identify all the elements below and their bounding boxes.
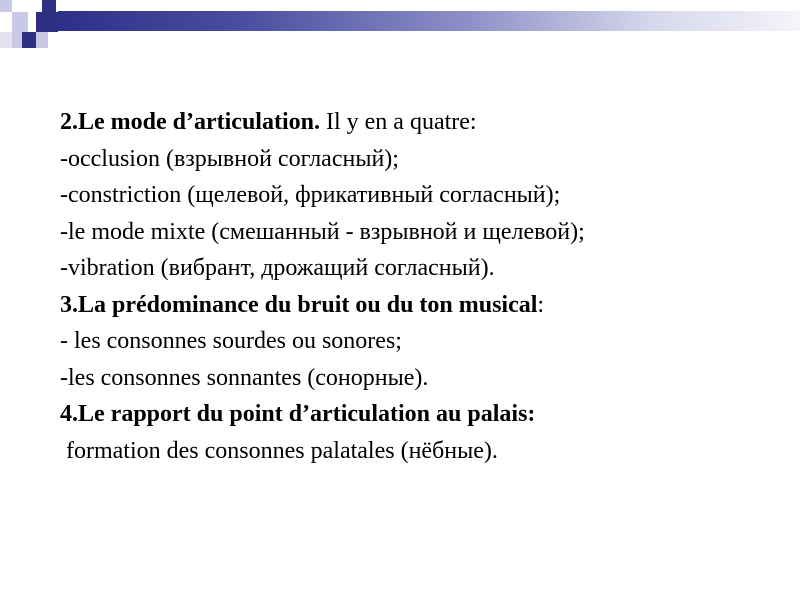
heading-predominance: [60, 287, 780, 324]
item-number: 2.: [60, 109, 78, 135]
decor-square: [0, 0, 12, 12]
decor-square: [36, 12, 58, 32]
heading-rest: :: [537, 291, 545, 318]
item-number: 4.: [60, 401, 78, 427]
item-number: 3.: [60, 291, 78, 318]
list-item: - les consonnes sourdes ou sonores;: [60, 328, 402, 354]
decor-square: [22, 32, 36, 48]
list-item: -les consonnes sonnantes (сонорные).: [60, 364, 429, 391]
list-item: -le mode mixte (смешанный - взрывной и щелевой);: [60, 218, 585, 245]
decor-square: [0, 32, 12, 48]
list-item: formation des consonnes palatales (нёбные).: [60, 437, 498, 464]
decor-square: [42, 0, 56, 12]
heading-mode-articulation: [60, 104, 780, 141]
heading-text: Le rapport du point d’articulation au palais:: [78, 401, 536, 427]
heading-rest: Il y en a quatre:: [319, 109, 477, 135]
heading-text: La prédominance du bruit ou du ton musical: [78, 291, 538, 318]
list-item: -vibration (вибрант, дрожащий согласный).: [60, 255, 495, 281]
slide-body: [60, 104, 780, 469]
decor-square: [36, 32, 48, 48]
list-item: -occlusion (взрывной согласный);: [60, 145, 399, 172]
decor-square: [12, 32, 22, 48]
heading-text: Le mode d’articulation.: [78, 109, 320, 135]
list-item: -constriction (щелевой, фрикативный согласный);: [60, 182, 561, 208]
heading-rapport: [60, 396, 780, 433]
decor-square: [12, 12, 28, 32]
header-gradient-bar: [58, 11, 800, 31]
